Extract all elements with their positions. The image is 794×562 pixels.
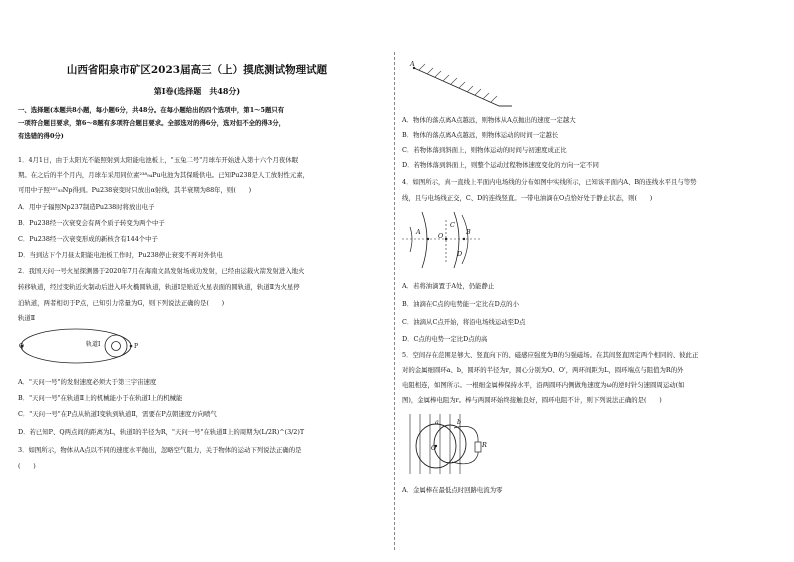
q2-option-c[interactable]: C．"天问一号"在P点从轨道Ⅰ变轨到轨道Ⅱ，需要在P点朝速度方向喷气 [18,410,217,418]
q4-line-2: 线，且与电场线正交，C、D的连线竖直。一带电油滴在O点恰好处于静止状态，则( ) [402,194,653,202]
q2-figure-p: P [134,343,139,350]
q2-option-b[interactable]: B．"天问一号"在轨道Ⅱ上的机械能小于在轨道Ⅰ上的机械能 [18,394,183,402]
q2-line-3: 泊轨道，两者相切于P点，已知引力常量为G，则下列说法正确的是( ) [18,299,225,307]
q4-line-1: 4．如图所示，真一直线上平面内电场线的分布如图中实线所示，已知该平面内A、B的连线水平且与等势 [402,178,697,186]
q3-option-c[interactable]: C．若物体落到斜面上，则物体运动的时间与初速度成正比 [402,146,567,154]
q3-option-a[interactable]: A．物体的落点离A点越远，则物体从A点抛出的速度一定越大 [402,116,576,124]
q5-line-4: 图)，金属棒电阻为r。棒与两圆环始终接触良好，圆环电阻不计，则下列说法正确的是( ) [402,396,662,404]
page-title: 山西省阳泉市矿区2023届高三（上）摸底测试物理试题 [66,64,328,76]
q1-option-a[interactable]: A．用中子辐照Np237制造Pu238时将放出电子 [18,203,155,211]
q4-figure-d: D [457,250,463,258]
q4-field-figure [402,212,492,274]
column-divider [394,52,395,550]
q1-line-1: 1．4月1日，由于太阳光不能照射到太阳能电池板上，"玉兔二号"月球车开始进入第十六个月夜休眠 [18,156,299,164]
q2-figure-orbit1: 轨道Ⅰ [86,341,101,348]
q1-option-c[interactable]: C．Pu238经一次衰变形成的新核含有144个中子 [18,235,158,243]
q5-line-1: 5．空间存在范围足够大、竖直向下的、磁感应强度为B的匀强磁场。在其间竖直固定两个相同的、彼此正 [402,351,699,359]
q2-figure-label: 轨道Ⅱ [18,314,36,322]
q2-line-2: 转移轨道，经过变轨近火制动后进入环火椭圆轨道，轨道Ⅰ是贴近火星表面的圆轨道，轨道Ⅱ为火星停 [18,283,300,291]
q4-option-b[interactable]: B．油滴在C点的电势能一定比在D点的小 [402,300,519,308]
q5-option-a[interactable]: A．金属棒在最低点时回路电流为零 [402,486,503,494]
q4-figure-o: O [438,232,444,240]
q2-option-d[interactable]: D．若已知P、Q两点间的距离为L，轨道Ⅰ的半径为R，"天问一号"在轨道Ⅱ上的周期为(L/2R)^(3/2)T [18,428,305,436]
q5-figure-r: R [482,441,487,449]
q3-option-b[interactable]: B．物体的落点离A点越远，则物体运动的时间一定越长 [402,131,559,139]
section-subtitle: 第Ⅰ卷(选择题 共48分) [153,86,241,96]
q2-orbit-figure [18,322,148,372]
q3-option-d[interactable]: D．若物体落到斜面上，则整个运动过程物体速度变化的方向一定不同 [402,161,599,169]
q5-figure-o: O [431,444,437,452]
q2-option-a[interactable]: A．"天问一号"的发射速度必须大于第三宇宙速度 [18,378,157,386]
q4-figure-b: B [466,228,471,236]
q5-line-3: 电阻相连，如图所示。一根细金属棒保持水平，沿两圆环内侧做角速度为ω的逆时针匀速圆周运动(如 [402,381,685,389]
q1-line-3: 可用中子照²³⁷₉₃Np得到。Pu238衰变时只放出α射线，其半衰期为88年，则( ) [18,186,252,194]
instructions-line-2: 一项符合题目要求，第6～8题有多项符合题目要求。全部选对的得6分，选对但不全的得3分， [18,119,286,127]
q4-figure-c: C [450,221,455,229]
q3-line-1: 3．如图所示，物体从A点以不同的速度水平抛出，忽略空气阻力，关于物体的运动下列说法正确的是 [18,446,302,454]
q3-line-2: ( ) [18,462,36,470]
q4-figure-a: A [416,228,421,236]
q3-slope-figure [404,62,514,110]
q5-figure-a: a [435,418,439,426]
q3-figure-a: A [410,60,415,68]
q2-figure-q: Q [19,343,24,350]
q5-line-2: 对的金属细圆环a、b，圆环的半径为r，圆心分别为O、O'，两环间距为L，圆环端点与阻值为R的外 [402,366,684,374]
q1-option-b[interactable]: B．Pu238经一次衰变会有两个质子转变为两个中子 [18,219,165,227]
q4-option-a[interactable]: A．若将油滴置于A处，仍能静止 [402,282,495,290]
q1-option-d[interactable]: D．当到达下个月昼太阳能电池板工作时，Pu238停止衰变不再对外供电 [18,251,223,259]
q4-option-c[interactable]: C．油滴从C点开始，将沿电场线运动至D点 [402,318,526,326]
q5-figure-b: b [457,418,462,426]
q2-line-1: 2．我国天问一号火星探测器于2020年7月在海南文昌发射场成功发射，已经由运载火箭发射进入地火 [18,267,305,275]
q4-option-d[interactable]: D．C点的电势一定比D点的高 [402,335,488,343]
instructions-line-3: 有选错的得0分) [18,132,64,140]
instructions-line-1: 一、选择题(本题共8小题，每小题6分，共48分。在每小题给出的四个选项中，第1～5题只有 [18,106,285,114]
q1-line-2: 期。在之后的半个月内，月球车采用同位素²³⁸₉₄Pu电池为其保暖供电。已知Pu238是人工放射性元素， [18,171,310,179]
